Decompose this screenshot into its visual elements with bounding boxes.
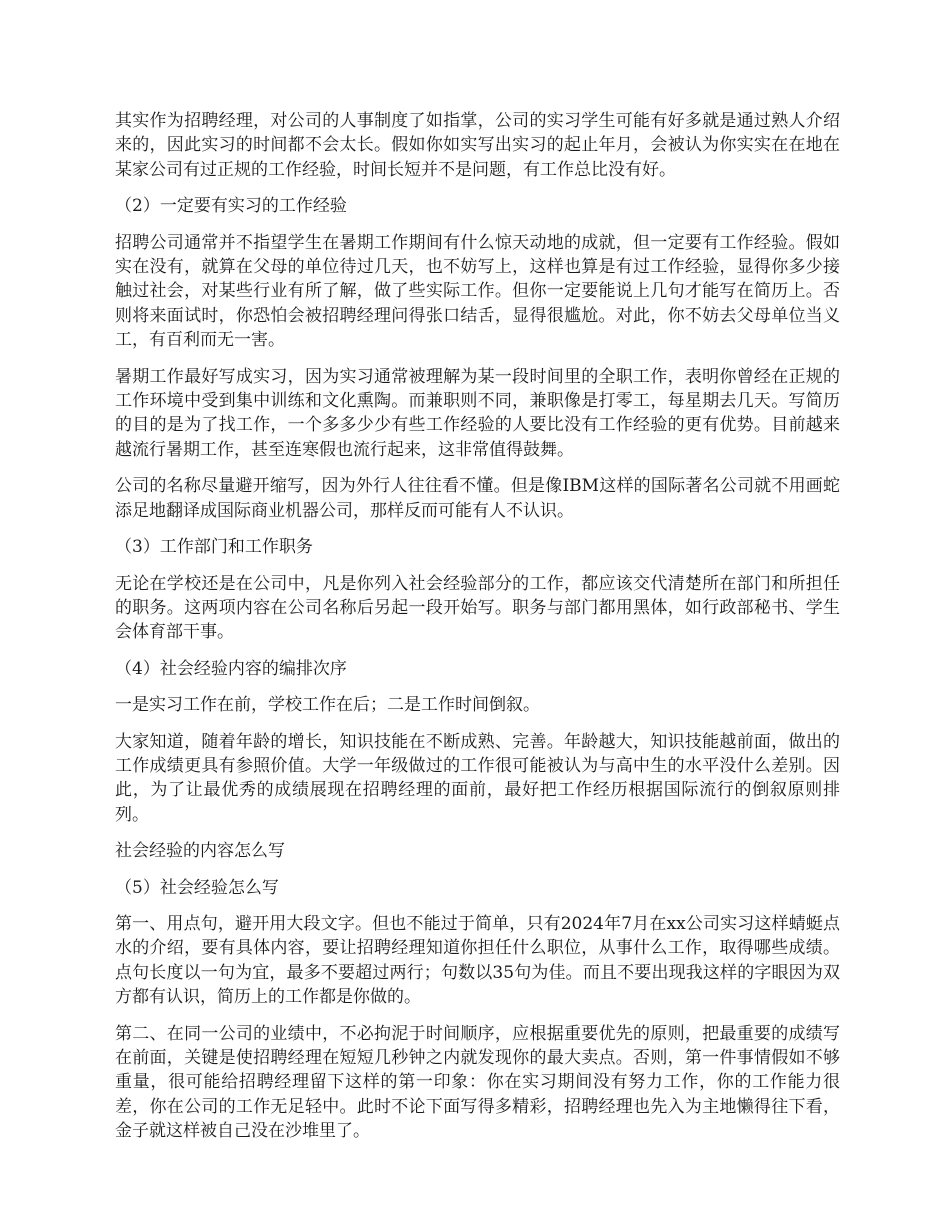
paragraph: 一是实习工作在前，学校工作在后；二是工作时间倒叙。: [115, 695, 540, 716]
paragraph: 第一、用点句，避开用大段文字。但也不能过于简单，只有2024年7月在xx公司实习这样蜻蜓点水的介绍，要有具体内容，要让招聘经理知道你担任什么职位，从事什么工作，取得哪些成绩。点句长度以一句为宜，最多不要超过两行；句数以35句为佳。而且不要出现我这样的字眼因为双方都有认识，简历上的工作都是你做的。: [115, 913, 840, 1008]
paragraph: 招聘公司通常并不指望学生在暑期工作期间有什么惊天动地的成就，但一定要有工作经验。假如实在没有，就算在父母的单位待过几天，也不妨写上，这样也算是有过工作经验，显得你多少接触过社会，对某些行业有所了解，做了些实际工作。但你一定要能说上几句才能写在简历上。否则将来面试时，你恐怕会被招聘经理问得张口结舌，显得很尴尬。对此，你不妨去父母单位当义工，有百利而无一害。: [115, 232, 840, 351]
section-heading: 社会经验的内容怎么写: [115, 841, 285, 862]
section-heading: （4）社会经验内容的编排次序: [115, 658, 347, 679]
paragraph: 其实作为招聘经理，对公司的人事制度了如指掌，公司的实习学生可能有好多就是通过熟人介绍来的，因此实习的时间都不会太长。假如你如实写出实习的起止年月，会被认为你实实在在地在某家公司有过正规的工作经验，时间长短并不是问题，有工作总比没有好。: [115, 111, 840, 180]
paragraph: 第二、在同一公司的业绩中，不必拘泥于时间顺序，应根据重要优先的原则，把最重要的成绩写在前面，关键是使招聘经理在短短几秒钟之内就发现你的最大卖点。否则，第一件事情假如不够重量，很可能给招聘经理留下这样的第一印象：你在实习期间没有努力工作，你的工作能力很差，你在公司的工作无足轻中。此时不论下面写得多精彩，招聘经理也先入为主地懒得往下看，金子就这样被自己没在沙堆里了。: [115, 1023, 840, 1142]
section-heading: （3）工作部门和工作职务: [115, 537, 313, 558]
paragraph: 公司的名称尽量避开缩写，因为外行人往往看不懂。但是像IBM这样的国际著名公司就不用画蛇添足地翻译成国际商业机器公司，那样反而可能有人不认识。: [115, 476, 840, 521]
paragraph: 无论在学校还是在公司中，凡是你列入社会经验部分的工作，都应该交代清楚所在部门和所担任的职务。这两项内容在公司名称后另起一段开始写。职务与部门都用黑体，如行政部秘书、学生会体育部干事。: [115, 573, 840, 643]
paragraph: 大家知道，随着年龄的增长，知识技能在不断成熟、完善。年龄越大，知识技能越前面，做出的工作成绩更具有参照价值。大学一年级做过的工作很可能被认为与高中生的水平没什么差别。因此，为了让最优秀的成绩展现在招聘经理的面前，最好把工作经历根据国际流行的倒叙原则排列。: [115, 731, 840, 825]
section-heading: （5）社会经验怎么写: [115, 877, 279, 898]
paragraph: 暑期工作最好写成实习，因为实习通常被理解为某一段时间里的全职工作，表明你曾经在正规的工作环境中受到集中训练和文化熏陶。而兼职则不同，兼职像是打零工，每星期去几天。写简历的目的是为了找工作，一个多多少少有些工作经验的人要比没有工作经验的更有优势。目前越来越流行暑期工作，甚至连寒假也流行起来，这非常值得鼓舞。: [115, 366, 840, 460]
document-page: [115, 109, 840, 1156]
section-heading: （2）一定要有实习的工作经验: [115, 196, 347, 217]
